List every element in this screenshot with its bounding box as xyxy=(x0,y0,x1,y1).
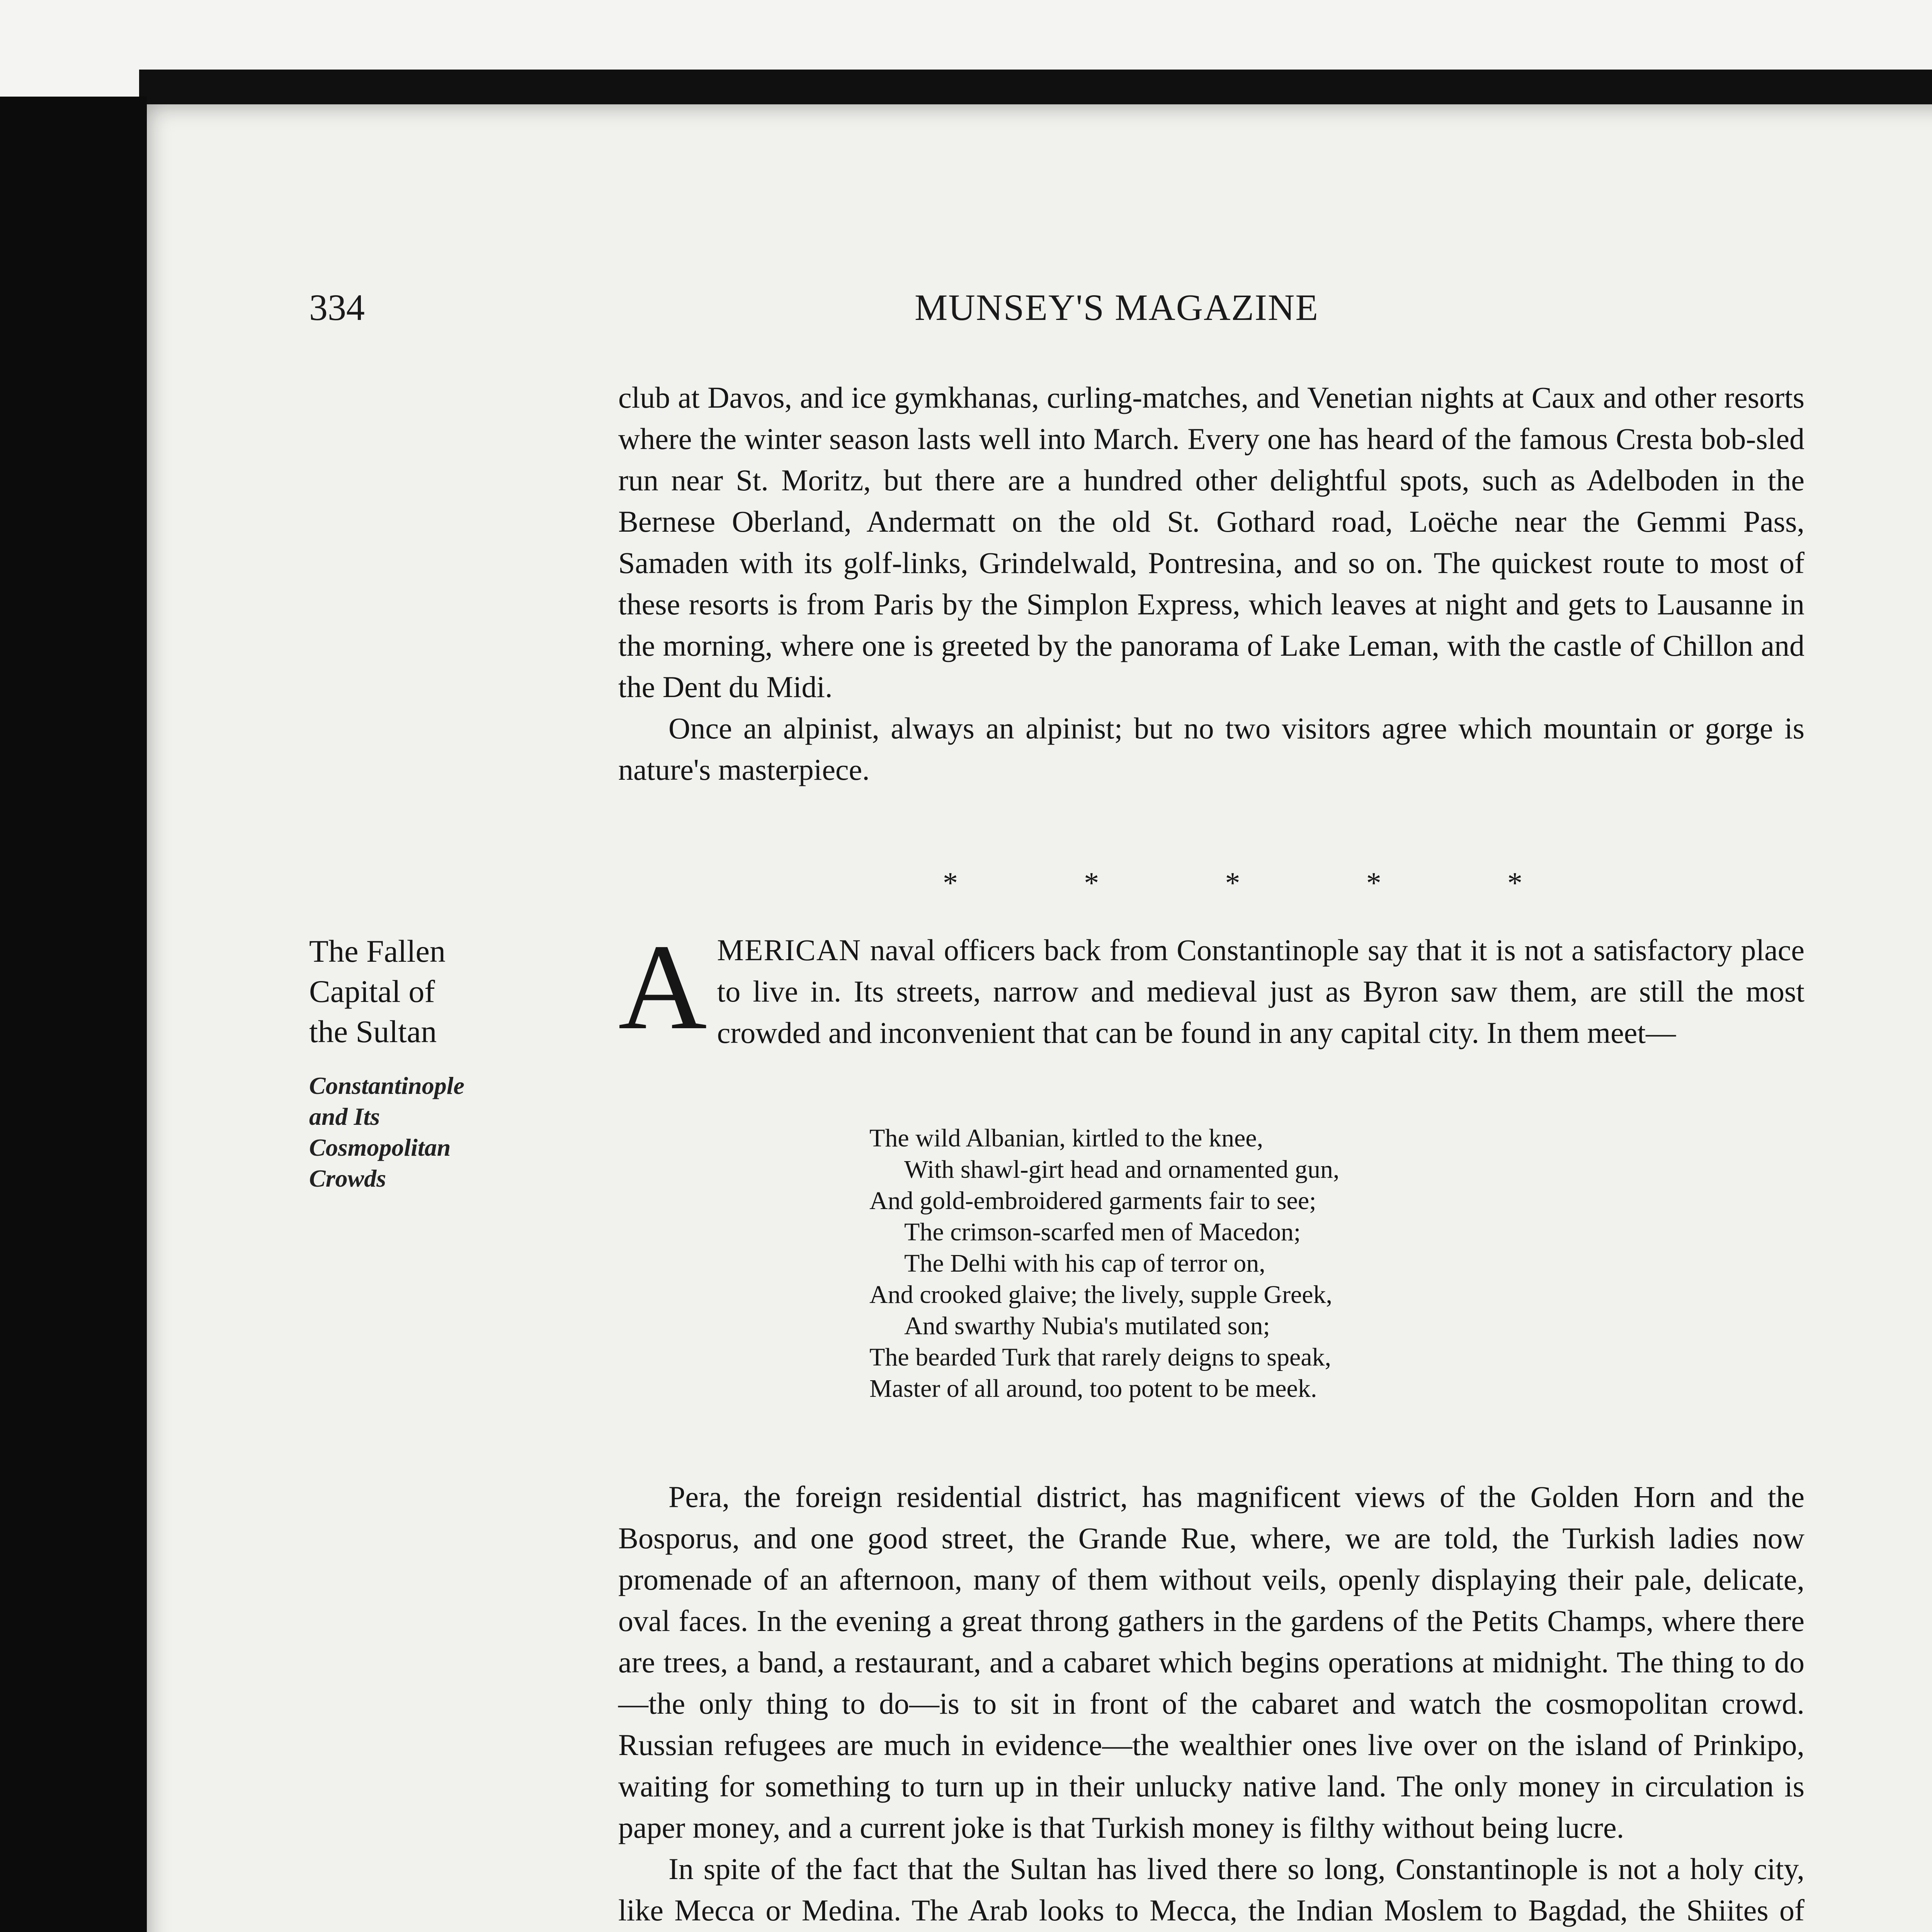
divider-star: * xyxy=(943,866,958,900)
poem-line: The Delhi with his cap of terror on, xyxy=(904,1249,1265,1277)
poem-line: And crooked glaive; the lively, supple Greek, xyxy=(869,1281,1333,1309)
opening-word: MERICAN xyxy=(717,933,862,967)
divider-star: * xyxy=(1225,866,1240,900)
intro-paragraph-1: club at Davos, and ice gymkhanas, curling-matches, and Venetian nights at Caux and other resorts where the winter season lasts well into March. Every one has heard of the famous Cresta bob-sled run near St. Moritz, but there are a hundred other delightful spots, such as Adelboden in the Bernese Oberland, Andermatt on the old St. Gothard road, Loëche near the Gemmi Pass, Samaden with its golf-links, Grindelwald, Pontresina, and so on. The quickest route to most of these resorts is from Paris by the Simplon Express, which leaves at night and gets to Lausanne in the morning, where one is greeted by the panorama of Lake Leman, with the castle of Chillon and the Dent du Midi. xyxy=(618,381,1804,704)
sidebar-title-line: Capital of xyxy=(309,974,435,1009)
section-divider xyxy=(943,866,1522,900)
divider-star: * xyxy=(1366,866,1381,900)
poem-line: And gold-embroidered garments fair to see; xyxy=(869,1187,1316,1215)
sidebar-subtitle-line: Cosmopolitan xyxy=(309,1134,451,1161)
poem-line: With shawl-girt head and ornamented gun, xyxy=(904,1155,1340,1184)
drop-cap: A xyxy=(618,919,707,1055)
sidebar-subtitle-line: Constantinople xyxy=(309,1072,464,1099)
poem-line: The crimson-scarfed men of Macedon; xyxy=(904,1218,1301,1246)
paragraph-sultan: In spite of the fact that the Sultan has lived there so long, Constantinople is not a holy city, like Mecca or Medina. The Arab looks to Mecca, the Indian Moslem to Bagdad, the Shiites of xyxy=(618,1852,1804,1927)
divider-star: * xyxy=(1507,866,1522,900)
page-number: 334 xyxy=(309,287,365,328)
sidebar-title-line: the Sultan xyxy=(309,1014,437,1049)
poem-line: The bearded Turk that rarely deigns to speak, xyxy=(869,1343,1332,1371)
scan-left-shadow xyxy=(0,97,147,1932)
running-head: MUNSEY'S MAGAZINE xyxy=(915,287,1319,328)
sidebar-subtitle-line: Crowds xyxy=(309,1165,386,1192)
article-opening xyxy=(618,919,1804,1055)
intro-paragraph-2: Once an alpinist, always an alpinist; but no two visitors agree which mountain or gorge is nature's masterpiece. xyxy=(618,711,1804,786)
sidebar-subtitle-line: and Its xyxy=(309,1103,380,1130)
opening-text: naval officers back from Constantinople say that it is not a satisfactory place to live in. Its streets, narrow and medieval just as Byron saw them, are still the most crowded and inconvenient that can be found in any capital city. In them meet— xyxy=(717,933,1804,1049)
sidebar-title xyxy=(309,931,549,1052)
poem-line: The wild Albanian, kirtled to the knee, xyxy=(869,1124,1264,1152)
poem-line: And swarthy Nubia's mutilated son; xyxy=(904,1312,1270,1340)
paragraph-pera: Pera, the foreign residential district, has magnificent views of the Golden Horn and the Bosporus, and one good street, the Grande Rue, where, we are told, the Turkish ladies now promenade of an afternoon, many of them without veils, openly displaying their pale, delicate, oval faces. In the evening a great throng gathers in the gardens of the Petits Champs, where there are trees, a band, a restaurant, and a cabaret which begins operations at midnight. The thing to do—the only thing to do—is to sit in front of the cabaret and watch the cosmopolitan crowd. Russian refugees are much in evidence—the wealthier ones live over on the island of Prinkipo, waiting for something to turn up in their unlucky native land. The only money in circulation is paper money, and a current joke is that Turkish money is filthy without being lucre. xyxy=(618,1480,1804,1844)
intro-section xyxy=(618,377,1804,790)
divider-star: * xyxy=(1084,866,1099,900)
poem-albanian xyxy=(869,1122,1339,1404)
sidebar-subtitle xyxy=(309,1070,549,1194)
sidebar-title-line: The Fallen xyxy=(309,934,446,969)
article-body xyxy=(618,1476,1804,1932)
poem-line: Master of all around, too potent to be meek. xyxy=(869,1374,1317,1403)
